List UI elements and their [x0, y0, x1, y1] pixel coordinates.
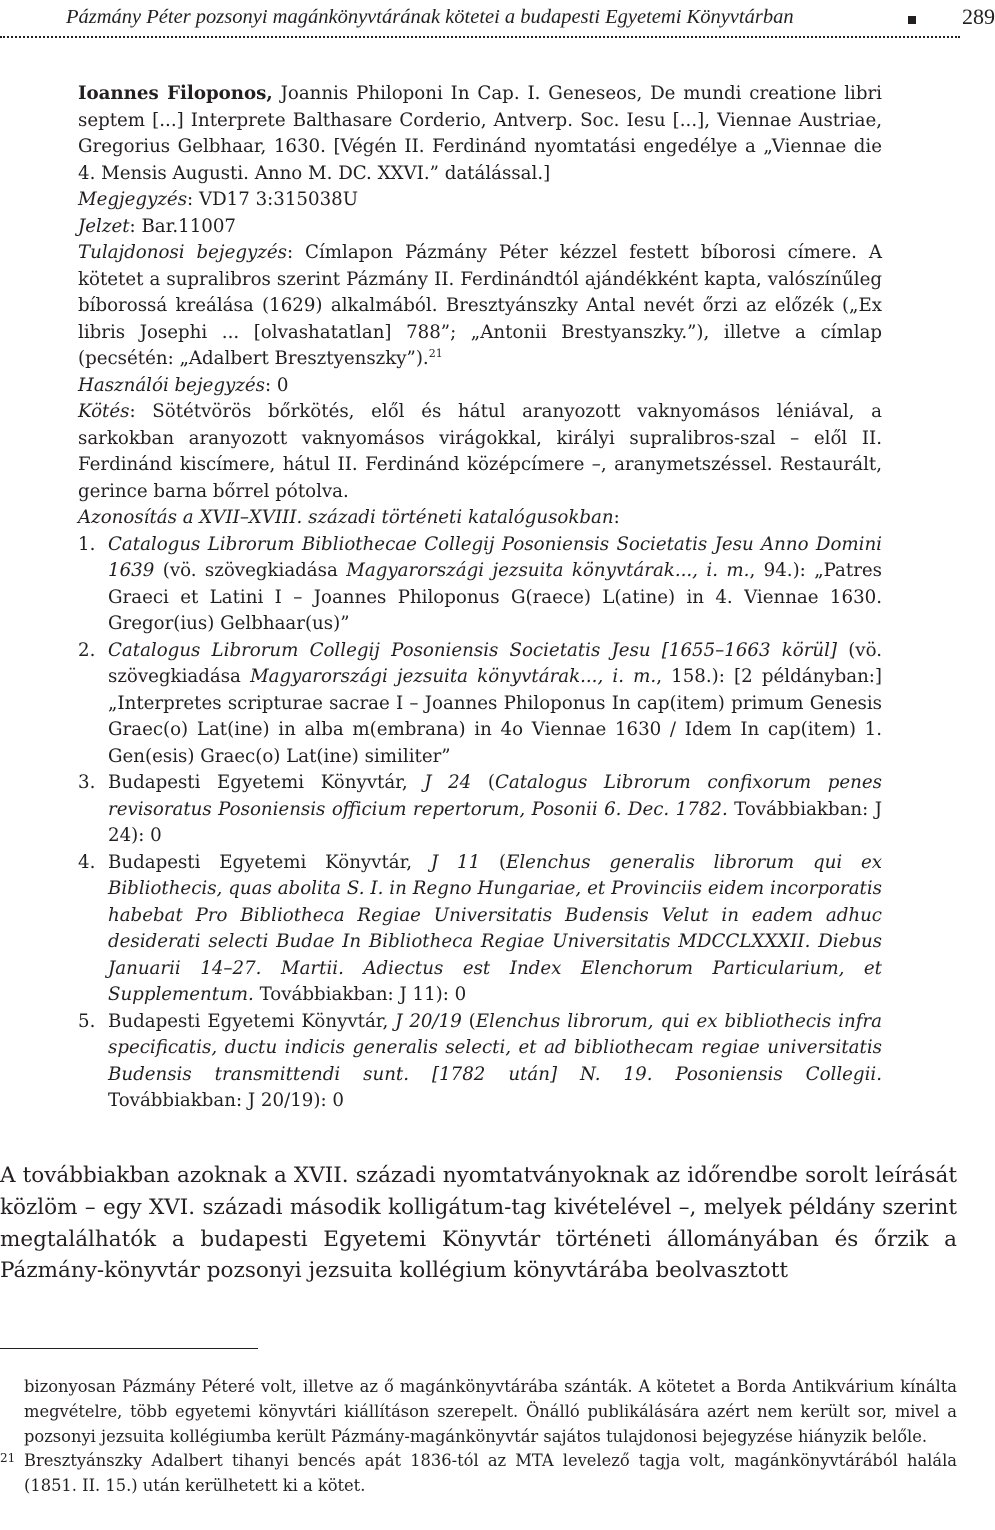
catalog-ref: J 20/19: [395, 1010, 462, 1032]
note-value: : VD17 3:315038U: [187, 189, 359, 210]
catalog-title: Catalogus Librorum confixorum penes revisoratus Posoniensis officium repertorum, Posonii 6. Dec. 1782.: [108, 772, 882, 820]
entry-owner: [78, 240, 882, 373]
catalog-text: Budapesti Egyetemi Könyvtár,: [108, 1010, 396, 1032]
entry-shelfmark: [78, 214, 882, 241]
catalog-number: 5.: [78, 1010, 96, 1032]
catalog-text: , 158.): [2 példányban:] „Interpretes scripturae sacrae I – Joannes Philoponus In cap(item) primum Genesis Graec(o) Lat(ine) in alba m(embrana) in 4o Viennae 1630 / Idem In cap(item) 1. Gen(esis) Graec(o) Lat(ine) similiter”: [108, 666, 883, 767]
footnote-rule: [0, 1348, 258, 1349]
catalog-text: Továbbiakban: J 24): 0: [108, 798, 882, 846]
entry-catalogs-heading: [78, 505, 882, 532]
catalog-text: (: [480, 851, 507, 873]
entry-title: [78, 81, 882, 187]
catalog-list: [78, 532, 882, 1115]
catalog-item: [78, 638, 882, 771]
binding-text: : Sötétvörös bőrkötés, elől és hátul aranyozott vaknyomásos léniával, a sarkokban aranyozott vaknyomásos virágokkal, királyi supralibros-szal – elől II. Ferdinánd kiscímere, hátul II. Ferdinánd középcímere –, aranymetszéssel. Restaurált, gerince barna bőrrel pótolva.: [78, 401, 882, 502]
catalog-ref: Magyarországi jezsuita könyvtárak..., i. m.: [250, 666, 657, 687]
catalog-text: (vö. szövegkiadása: [108, 639, 882, 687]
footnote: [0, 1449, 957, 1499]
catalog-number: 2.: [78, 639, 96, 661]
catalog-title: Catalogus Librorum Bibliothecae Collegij Posoniensis Societatis Jesu Anno Domini 1639: [108, 533, 882, 581]
footnote-ref: 21: [428, 346, 443, 360]
catalog-entry: [78, 81, 882, 1115]
shelf-label: Jelzet: [78, 215, 130, 237]
footnote: [0, 1375, 957, 1449]
catalog-title: Elenchus librorum, qui ex bibliothecis infra specificatis, ductu indicis generalis selecti, et ad bibliothecam regiae universitatis Budensis transmittendi sunt. [1782 után] N. 19. Posoniensis Collegii.: [108, 1010, 882, 1085]
binding-label: Kötés: [78, 401, 130, 422]
footnote-text: bizonyosan Pázmány Péteré volt, illetve az ő magánkönyvtárába szánták. A kötetet a Borda Antikvárium kínálta megvételre, több egyetemi könyvtári kiállításon szerepelt. Önálló publikálására azért nem került sor, mivel a pozsonyi jezsuita kollégiumba került Pázmány-magánkönyvtár sajátos tulajdonosi bejegyzése hiányzik belőle.: [24, 1377, 957, 1446]
catalog-text: Továbbiakban: J 11): 0: [253, 984, 467, 1005]
owner-label: Tulajdonosi bejegyzés: [78, 242, 287, 263]
catalog-text: , 94.): „Patres Graeci et Latini I – Joannes Philoponus G(raece) L(atine) in 4. Viennae 1630. Gregor(ius) Gelbhaar(us)”: [108, 560, 883, 634]
user-value: : 0: [264, 374, 289, 396]
catalog-number: 1.: [78, 533, 96, 555]
catalog-text: (: [471, 772, 495, 793]
entry-user-note: [78, 373, 882, 400]
catalogs-label: Azonosítás a XVII–XVIII. századi történeti katalógusokban: [78, 507, 614, 528]
catalog-number: 3.: [78, 772, 96, 793]
running-title: Pázmány Péter pozsonyi magánkönyvtárának kötetei a budapesti Egyetemi Könyvtárban: [66, 6, 794, 28]
shelf-value: : Bar.11007: [129, 215, 236, 237]
separator-square-icon: [908, 16, 916, 24]
user-label: Használói bejegyzés: [78, 374, 265, 396]
entry-author: Ioannes Filoponos,: [78, 83, 273, 104]
catalogs-colon: :: [613, 507, 620, 528]
note-label: Megjegyzés: [78, 189, 188, 210]
catalog-text: Budapesti Egyetemi Könyvtár,: [108, 772, 425, 793]
catalog-text: (: [461, 1010, 476, 1032]
body-paragraph: A továbbiakban azoknak a XVII. századi nyomtatványoknak az időrendbe sorolt leírását közlöm – egy XVI. századi második kolligátum-tag kivételével –, melyek példány szerint megtalálhatók a budapesti Egyetemi Könyvtár történeti állományában és őrzik a Pázmány-könyvtár pozsonyi jezsuita kollégium könyvtárába beolvasztott: [0, 1163, 957, 1284]
entry-title-text: Joannis Philoponi In Cap. I. Geneseos, De mundi creatione libri septem [...] Interprete Balthasare Corderio, Antverp. Soc. Iesu [...], Viennae Austriae, Gregorius Gelbhaar, 1630. [Végén II. Ferdinánd nyomtatási engedélye a „Viennae die 4. Mensis Augusti. Anno M. DC. XXVI.” datálással.]: [78, 83, 882, 184]
catalog-ref: J 24: [424, 772, 472, 793]
catalog-text: (vö. szövegkiadása: [154, 560, 347, 581]
header-dotted-rule: [0, 36, 960, 38]
catalog-item: [78, 850, 882, 1009]
entry-note: [78, 187, 882, 214]
footnote-text: Bresztyánszky Adalbert tihanyi bencés apát 1836-tól az MTA levelező tagja volt, magánkönyvtárából halála (1851. II. 15.) után kerülhetett ki a kötet.: [24, 1451, 957, 1496]
catalog-ref: Magyarországi jezsuita könyvtárak..., i. m.: [346, 560, 750, 581]
catalog-title: Catalogus Librorum Collegij Posoniensis Societatis Jesu [1655–1663 körül]: [108, 639, 838, 661]
running-header: [66, 4, 995, 32]
catalog-ref: J 11: [430, 851, 481, 873]
owner-text: : Címlapon Pázmány Péter kézzel festett bíborosi címere. A kötetet a supralibros szerint Pázmány II. Ferdinándtól ajándékként kapta, valószínűleg bíborossá kreálása (1629) alkalmából. Bresztyánszky Antal nevét őrzi az előzék („Ex libris Josephi ... [olvashatatlan] 788”; „Antonii Brestyanszky.”), illetve a címlap (pecsétén: „Adalbert Bresztyenszky”).: [78, 242, 882, 369]
catalog-item: [78, 770, 882, 850]
footnotes: [0, 1375, 957, 1499]
catalog-text: Továbbiakban: J 20/19): 0: [108, 1090, 344, 1111]
entry-binding: [78, 399, 882, 505]
catalog-number: 4.: [78, 851, 96, 873]
footnote-mark: 21: [0, 1451, 16, 1466]
catalog-item: [78, 532, 882, 638]
catalog-item: [78, 1009, 882, 1115]
catalog-title: Elenchus generalis librorum qui ex Bibliothecis, quas abolita S. I. in Regno Hungariae, et Provinciis eidem incorporatis habebat Pro Bibliotheca Regiae Universitatis Budensis Velut in eadem adhuc desiderati selecti Budae In Bibliotheca Regiae Universitatis MDCCLXXXII. Diebus Januarii 14–27. Martii. Adiectus est Index Elenchorum Particularium, et Supplementum.: [108, 851, 882, 1005]
catalog-text: Budapesti Egyetemi Könyvtár,: [108, 851, 431, 873]
page-number: 289: [962, 4, 995, 29]
